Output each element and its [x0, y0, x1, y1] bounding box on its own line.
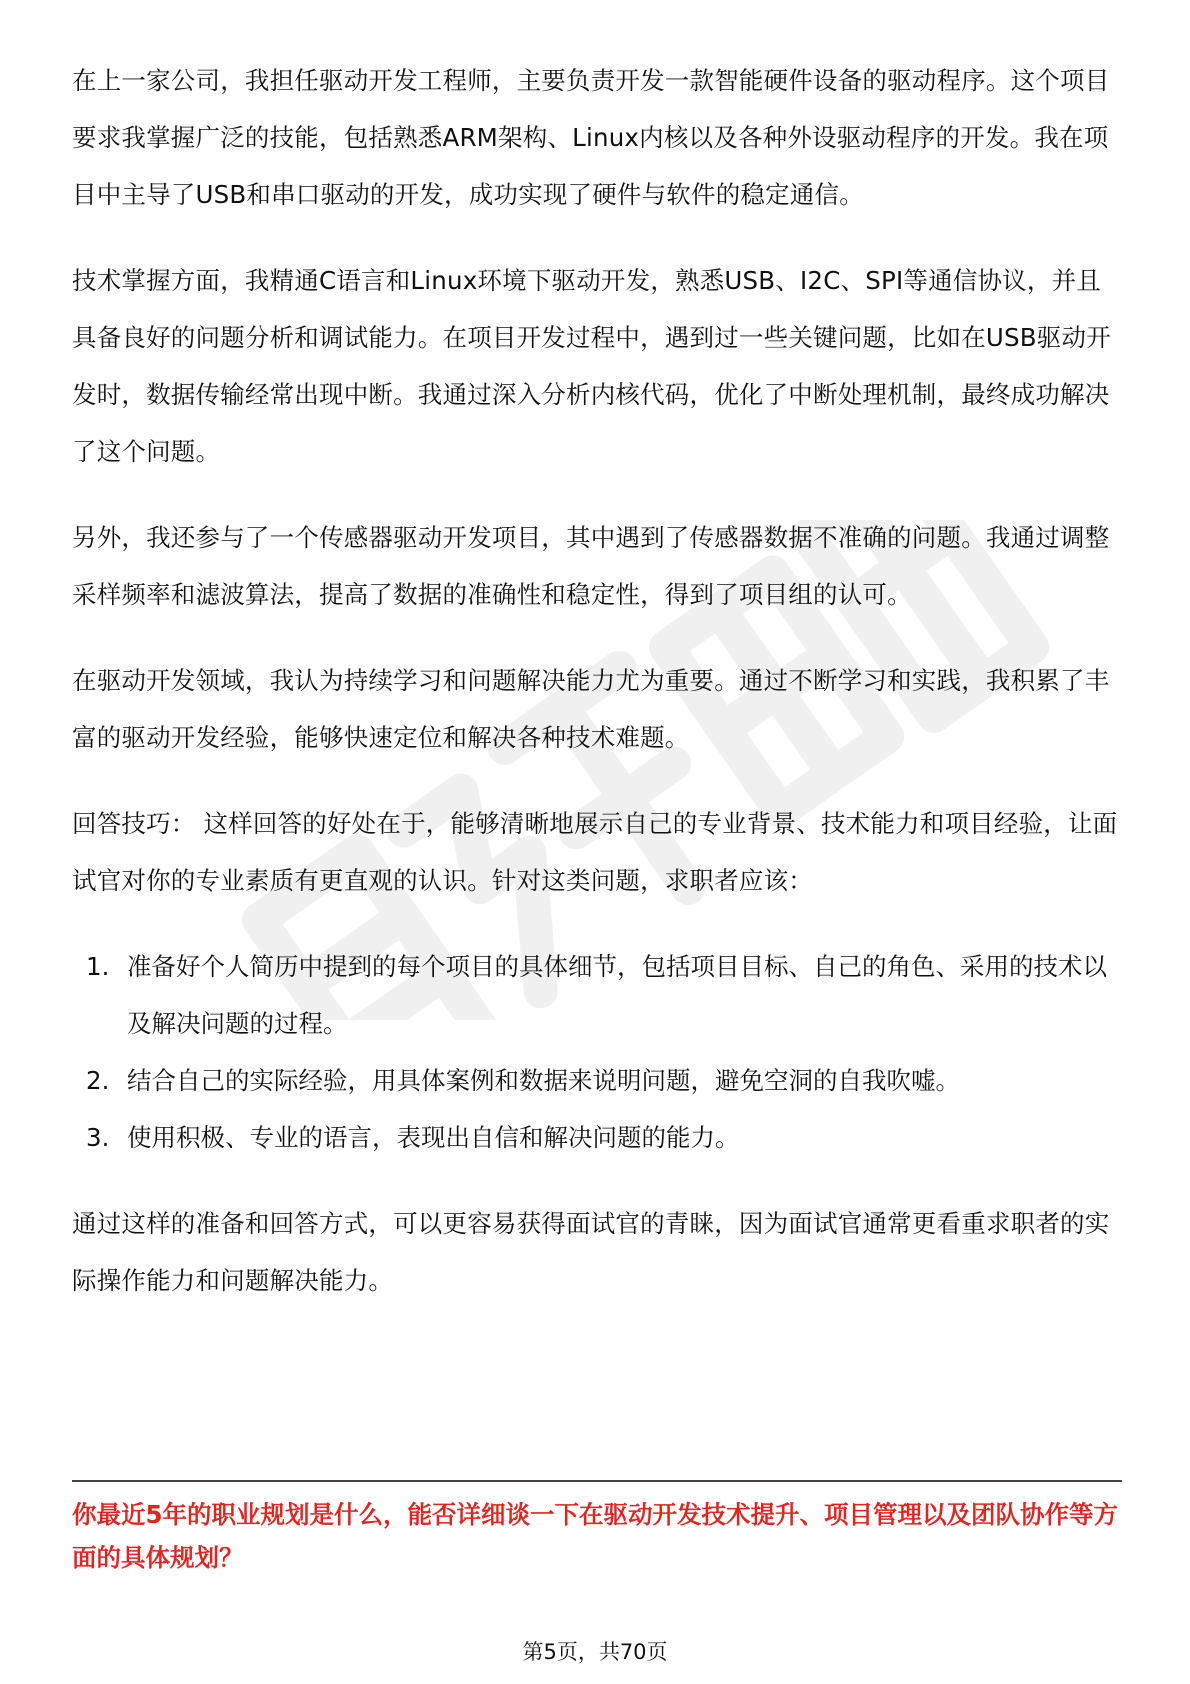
- list-item-number: 2.: [86, 1066, 110, 1095]
- list-item: [72, 938, 1122, 1052]
- paragraph-experience: 在上一家公司，我担任驱动开发工程师，主要负责开发一款智能硬件设备的驱动程序。这个项目要求我掌握广泛的技能，包括熟悉ARM架构、Linux内核以及各种外设驱动程序的开发。我在项目中主导了USB和串口驱动的开发，成功实现了硬件与软件的稳定通信。: [72, 66, 1110, 209]
- list-item-text: 准备好个人简历中提到的每个项目的具体细节，包括项目目标、自己的角色、采用的技术以及解决问题的过程。: [127, 952, 1107, 1038]
- list-item-text: 结合自己的实际经验，用具体案例和数据来说明问题，避免空洞的自我吹嘘。: [127, 1066, 960, 1095]
- paragraph-sensor-project: 另外，我还参与了一个传感器驱动开发项目，其中遇到了传感器数据不准确的问题。我通过调整采样频率和滤波算法，提高了数据的准确性和稳定性，得到了项目组的认可。: [72, 523, 1110, 609]
- paragraph-answer-tips: 回答技巧： 这样回答的好处在于，能够清晰地展示自己的专业背景、技术能力和项目经验，让面试官对你的专业素质有更直观的认识。针对这类问题，求职者应该：: [72, 809, 1118, 895]
- next-question-heading: 你最近5年的职业规划是什么，能否详细谈一下在驱动开发技术提升、项目管理以及团队协作等方面的具体规划？: [72, 1500, 1119, 1572]
- list-item: [72, 1109, 1122, 1166]
- tips-list: [72, 938, 1122, 1166]
- list-item-text: 使用积极、专业的语言，表现出自信和解决问题的能力。: [127, 1123, 740, 1152]
- list-item-number: 1.: [86, 952, 110, 981]
- page-number-footer: 第5页，共70页: [522, 1640, 668, 1664]
- tips-list-container: [72, 938, 1122, 1166]
- section-divider: [72, 1480, 1122, 1482]
- document-body: [72, 52, 1122, 1338]
- list-item: [72, 1052, 1122, 1109]
- paragraph-technical-skills: 技术掌握方面，我精通C语言和Linux环境下驱动开发，熟悉USB、I2C、SPI等通信协议，并且具备良好的问题分析和调试能力。在项目开发过程中，遇到过一些关键问题，比如在USB驱动开发时，数据传输经常出现中断。我通过深入分析内核代码，优化了中断处理机制，最终成功解决了这个问题。: [72, 266, 1111, 466]
- paragraph-learning: 在驱动开发领域，我认为持续学习和问题解决能力尤为重要。通过不断学习和实践，我积累了丰富的驱动开发经验，能够快速定位和解决各种技术难题。: [72, 666, 1110, 752]
- list-item-number: 3.: [86, 1123, 110, 1152]
- paragraph-closing: 通过这样的准备和回答方式，可以更容易获得面试官的青睐，因为面试官通常更看重求职者的实际操作能力和问题解决能力。: [72, 1209, 1110, 1295]
